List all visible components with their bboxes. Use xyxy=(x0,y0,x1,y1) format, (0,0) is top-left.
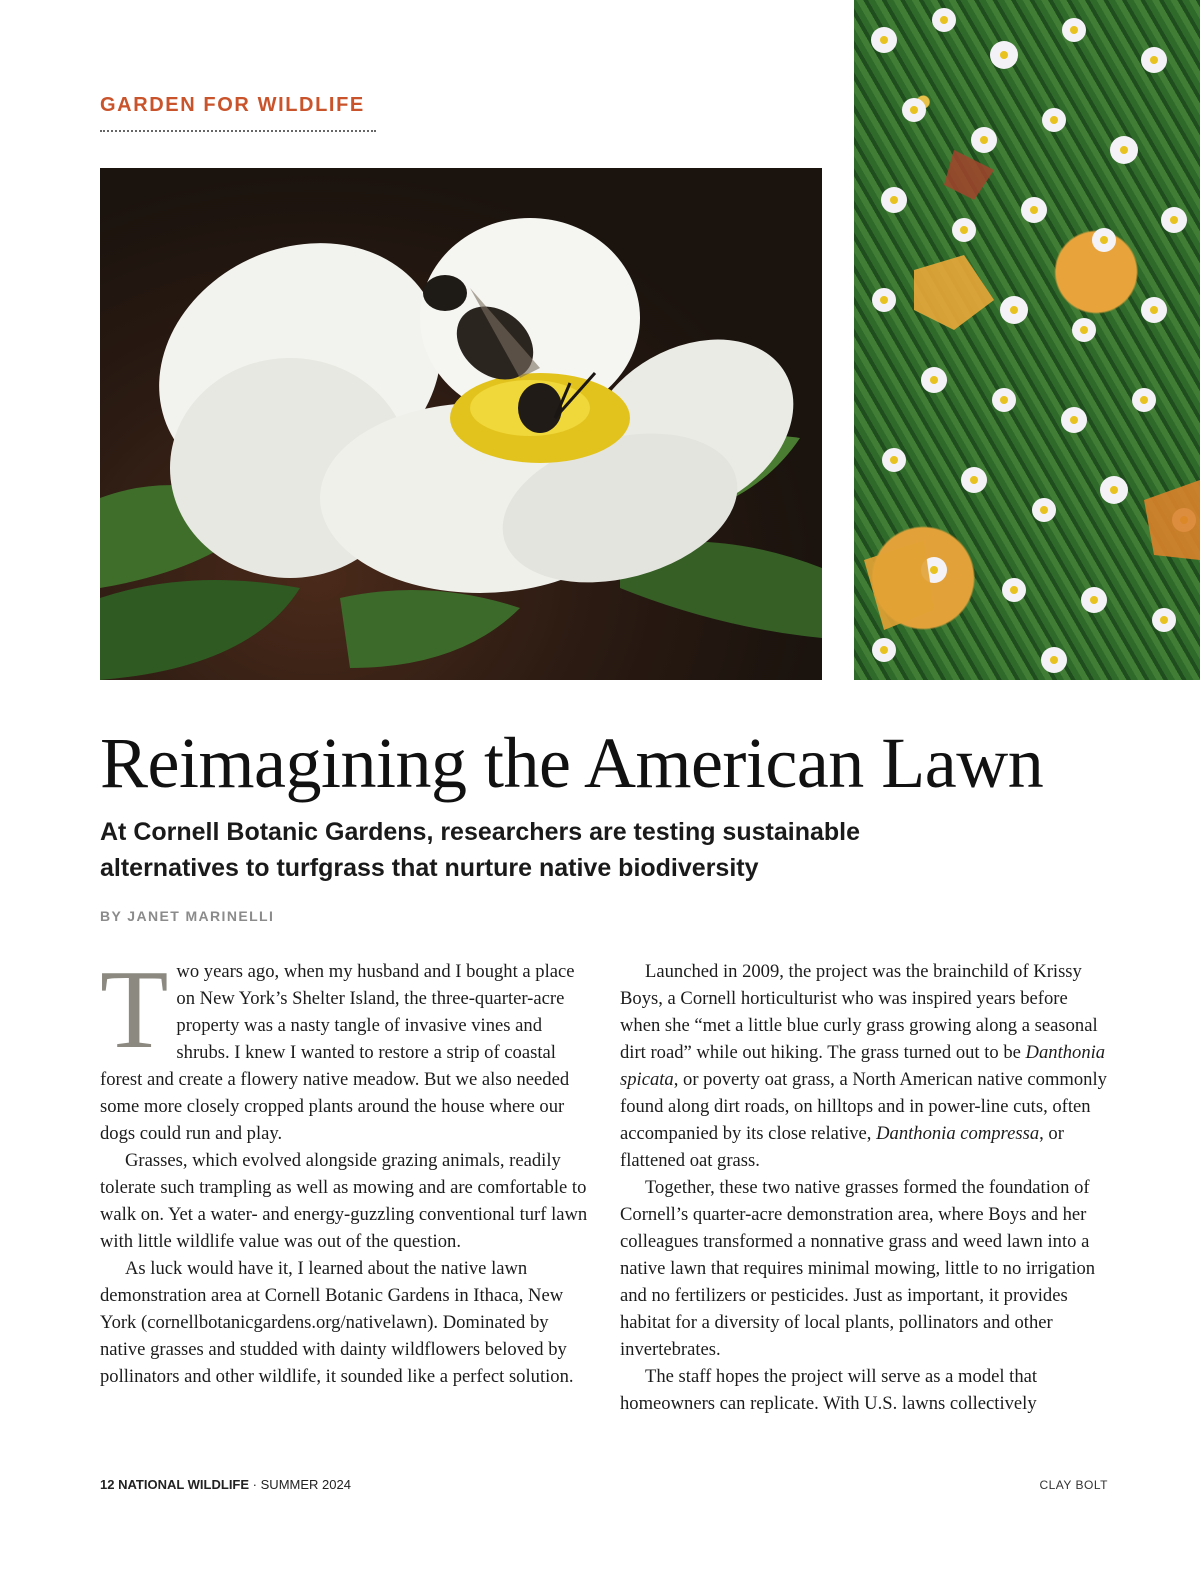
body-paragraph: As luck would have it, I learned about the native lawn demonstration area at Cornell Botanic Gardens in Ithaca, New York (cornellbotanicgardens.org/nativelawn). Dominated by native grasses and studded with dainty wildflowers beloved by pollinators and other wildlife, it sounded like a perfect solution. xyxy=(100,1258,574,1387)
body-paragraph: The staff hopes the project will serve as a model that homeowners can replicate. With U.S. lawns collectively xyxy=(620,1366,1038,1414)
section-dotted-rule xyxy=(100,130,376,132)
body-column-left xyxy=(100,948,590,1390)
issue-date: SUMMER 2024 xyxy=(260,1477,351,1492)
page-number: 12 xyxy=(100,1477,115,1492)
article-byline: BY JANET MARINELLI xyxy=(100,908,275,924)
footer-separator: · xyxy=(252,1477,258,1492)
species-name: Danthonia compressa xyxy=(876,1123,1040,1144)
asters-leaves-photo xyxy=(854,0,1200,680)
body-paragraph: Launched in 2009, the project was the brainchild of Krissy Boys, a Cornell horticulturist who was inspired years before when she “met a little blue curly grass growing along a seasonal dirt road” while out hiking. The grass turned out to be Danthonia spicata, or poverty oat grass, a North American native commonly found along dirt roads, on hilltops and in power-line cuts, often accompanied by its close relative, Danthonia compressa, or flattened oat grass. xyxy=(620,961,1107,1171)
article-headline: Reimagining the American Lawn xyxy=(100,723,1044,803)
photo-credit: CLAY BOLT xyxy=(1039,1478,1108,1492)
asters-illustration xyxy=(854,0,1200,680)
body-paragraph: Two years ago, when my husband and I bought a place on New York’s Shelter Island, the three-quarter-acre property was a nasty tangle of invasive vines and shrubs. I knew I wanted to restore a strip of coastal forest and create a flowery native meadow. But we also needed some more closely cropped plants around the house where our dogs could run and play. xyxy=(100,948,575,1144)
section-label: GARDEN FOR WILDLIFE xyxy=(100,94,365,116)
drop-cap: T xyxy=(100,948,169,1072)
rose-bee-illustration xyxy=(100,168,822,680)
rose-bee-photo xyxy=(100,168,822,680)
body-paragraph: Grasses, which evolved alongside grazing animals, readily tolerate such trampling as well as mowing and are comfortable to walk on. Yet a water- and energy-guzzling conventional turf lawn with little wildlife value was out of the question. xyxy=(100,1150,588,1252)
page-footer xyxy=(100,1477,351,1492)
article-deck: At Cornell Botanic Gardens, researchers are testing sustainable alternatives to turfgrass that nurture native biodiversity xyxy=(100,818,860,882)
body-paragraph: Together, these two native grasses formed the foundation of Cornell’s quarter-acre demonstration area, where Boys and her colleagues transformed a nonnative grass and weed lawn into a native lawn that requires minimal mowing, little to no irrigation and no fertilizers or pesticides. Just as important, it provides habitat for a diversity of local plants, pollinators and other invertebrates. xyxy=(620,1177,1096,1360)
body-column-right xyxy=(620,958,1110,1417)
magazine-name: NATIONAL WILDLIFE xyxy=(118,1477,250,1492)
species-name: Danthonia spicata xyxy=(620,1042,1106,1090)
